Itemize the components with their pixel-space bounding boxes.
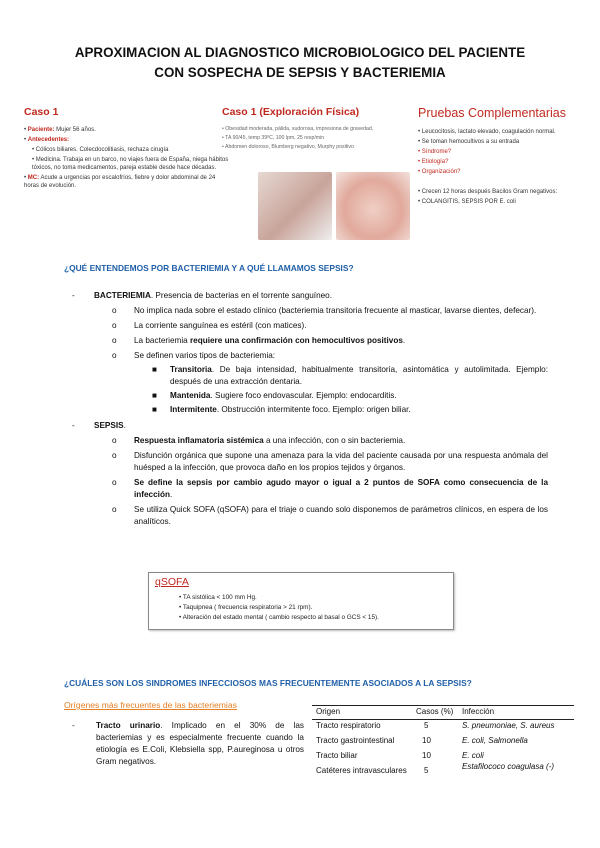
list-item: ■ Transitoria. De baja intensidad, habitualmente transitoria, asintomática y autolimitada. Ejemplo: después de una extracción dentaria. bbox=[152, 365, 548, 386]
slide-line: • MC: Acude a urgencias por escalofríos, fiebre y dolor abdominal de 24 horas de evolución. bbox=[24, 175, 216, 189]
table-row: Estafilococo coagulasa (-) bbox=[462, 762, 555, 771]
list-item: o Respuesta inflamatoria sistémica a una infección, con o sin bacteriemia. bbox=[112, 436, 406, 445]
title-line-2: CON SOSPECHA DE SEPSIS Y BACTERIEMIA bbox=[154, 65, 446, 80]
table-header: Origen Casos (%) Infección bbox=[316, 707, 495, 716]
slide-line-red: • Etiología? bbox=[418, 159, 449, 165]
slide-subline: • Medicina. Trabaja en un barco, no viajes fuera de España, niega hábitos tóxicos, no toma medicamentos, pareja estable desde hace décadas. bbox=[32, 157, 229, 171]
table-row: Tracto respiratorio 5 S. pneumoniae, S. aureus bbox=[316, 721, 555, 730]
slide-line: • Se toman hemocultivos a su entrada bbox=[418, 139, 520, 145]
qsofa-box bbox=[148, 572, 454, 630]
bacteriemia-sepsis-body bbox=[72, 286, 548, 528]
slide-heading: Caso 1 bbox=[24, 106, 59, 118]
table-rule bbox=[312, 705, 574, 706]
list-item: ■ Intermitente. Obstrucción intermitente foco. Ejemplo: origen biliar. bbox=[152, 405, 411, 414]
list-item: o Se definen varios tipos de bacteriemia: bbox=[112, 351, 276, 360]
qsofa-title: qSOFA bbox=[155, 576, 189, 588]
table-row: Tracto biliar 10 E. coli bbox=[316, 751, 484, 760]
slide-subline: • Cólicos biliares. Colecdocolitiasis, rechaza cirugía bbox=[32, 147, 169, 153]
section-heading-bacteriemia: ¿QUÉ ENTENDEMOS POR BACTERIEMIA Y A QUÉ LLAMAMOS SEPSIS? bbox=[64, 263, 354, 273]
list-item: o La bacteriemia requiere una confirmación con hemocultivos positivos. bbox=[112, 336, 406, 345]
list-item: o La corriente sanguínea es estéril (con matices). bbox=[112, 321, 307, 330]
subsection-heading: Orígenes más frecuentes de las bacteriemias bbox=[64, 700, 237, 710]
list-item: o Se define la sepsis por cambio agudo mayor o igual a 2 puntos de SOFA como consecuencia de la infección. bbox=[112, 478, 548, 499]
slide-exploracion bbox=[222, 106, 412, 252]
list-item: ■ Mantenida. Sugiere foco endovascular. Ejemplo: endocarditis. bbox=[152, 391, 397, 400]
slide-line: • COLANGITIS, SEPSIS POR E. coli bbox=[418, 199, 516, 205]
qsofa-item: • TA sistólica < 100 mm Hg. bbox=[179, 594, 257, 601]
slide-line: • Crecen 12 horas después Bacilos Gram negativos: bbox=[418, 189, 558, 195]
qsofa-item: • Alteración del estado mental ( cambio respecto al basal o GCS < 15). bbox=[179, 614, 379, 621]
table-row: Tracto gastrointestinal 10 E. coli, Salmonella bbox=[316, 736, 528, 745]
photo-left bbox=[258, 172, 332, 240]
title-line-1: APROXIMACION AL DIAGNOSTICO MICROBIOLOGICO DEL PACIENTE bbox=[74, 45, 526, 60]
slide-line: • Obesidad moderada, pálida, sudorosa, impresiona de gravedad. bbox=[222, 126, 374, 132]
slide-line: • Abdomen doloroso, Blumberg negativo, Murphy positivo bbox=[222, 144, 354, 150]
list-item: - SEPSIS. bbox=[72, 421, 126, 430]
slide-line-red: • Síndrome? bbox=[418, 149, 452, 155]
exam-photo bbox=[258, 172, 410, 240]
tracto-urinario-paragraph: - Tracto urinario. Implicado en el 30% de las bacteriemias y es especialmente frecuente cuando la etiología es E.Coli, Klebsiella spp, P.aureginosa u otros Gram negativos. bbox=[72, 721, 305, 766]
slide-line: • TA 90/45, temp 39ºC, 100 lpm, 25 resp/min bbox=[222, 135, 325, 141]
slide-heading: Pruebas Complementarias bbox=[418, 106, 566, 120]
slide-line-red: • Organización? bbox=[418, 169, 461, 175]
slide-pruebas bbox=[418, 106, 598, 252]
photo-right bbox=[336, 172, 410, 240]
list-item: o No implica nada sobre el estado clínico (bacteriemia transitoria frecuente al masticar, lavarse dientes, defecar). bbox=[112, 306, 537, 315]
slide-line: • Paciente: Mujer 56 años. bbox=[24, 127, 96, 133]
slide-line: • Antecedentes: bbox=[24, 137, 70, 143]
section-heading-sindromes: ¿CUÁLES SON LOS SINDROMES INFECCIOSOS MAS FRECUENTEMENTE ASOCIADOS A LA SEPSIS? bbox=[64, 678, 472, 688]
list-item: - BACTERIEMIA. Presencia de bacterias en el torrente sanguíneo. bbox=[72, 291, 333, 300]
slide-heading: Caso 1 (Exploración Física) bbox=[222, 106, 360, 118]
table-row: Catéteres intravasculares 5 bbox=[316, 766, 429, 775]
slide-caso-1 bbox=[24, 106, 229, 252]
list-item: o Disfunción orgánica que supone una amenaza para la vida del paciente causada por una respuesta anómala del huésped a la infección, que provoca daño en los propios tejidos y órganos. bbox=[112, 451, 548, 472]
table-rule bbox=[312, 719, 574, 720]
list-item: o Se utiliza Quick SOFA (qSOFA) para el triaje o cuando solo disponemos de parámetros clínicos, en espera de los analíticos. bbox=[112, 505, 548, 526]
document-title bbox=[0, 43, 600, 83]
qsofa-item: • Taquipnea ( frecuencia respiratoria > 21 rpm). bbox=[179, 604, 313, 611]
slide-line: • Leucocitosis, lactato elevado, coagulación normal. bbox=[418, 129, 556, 135]
